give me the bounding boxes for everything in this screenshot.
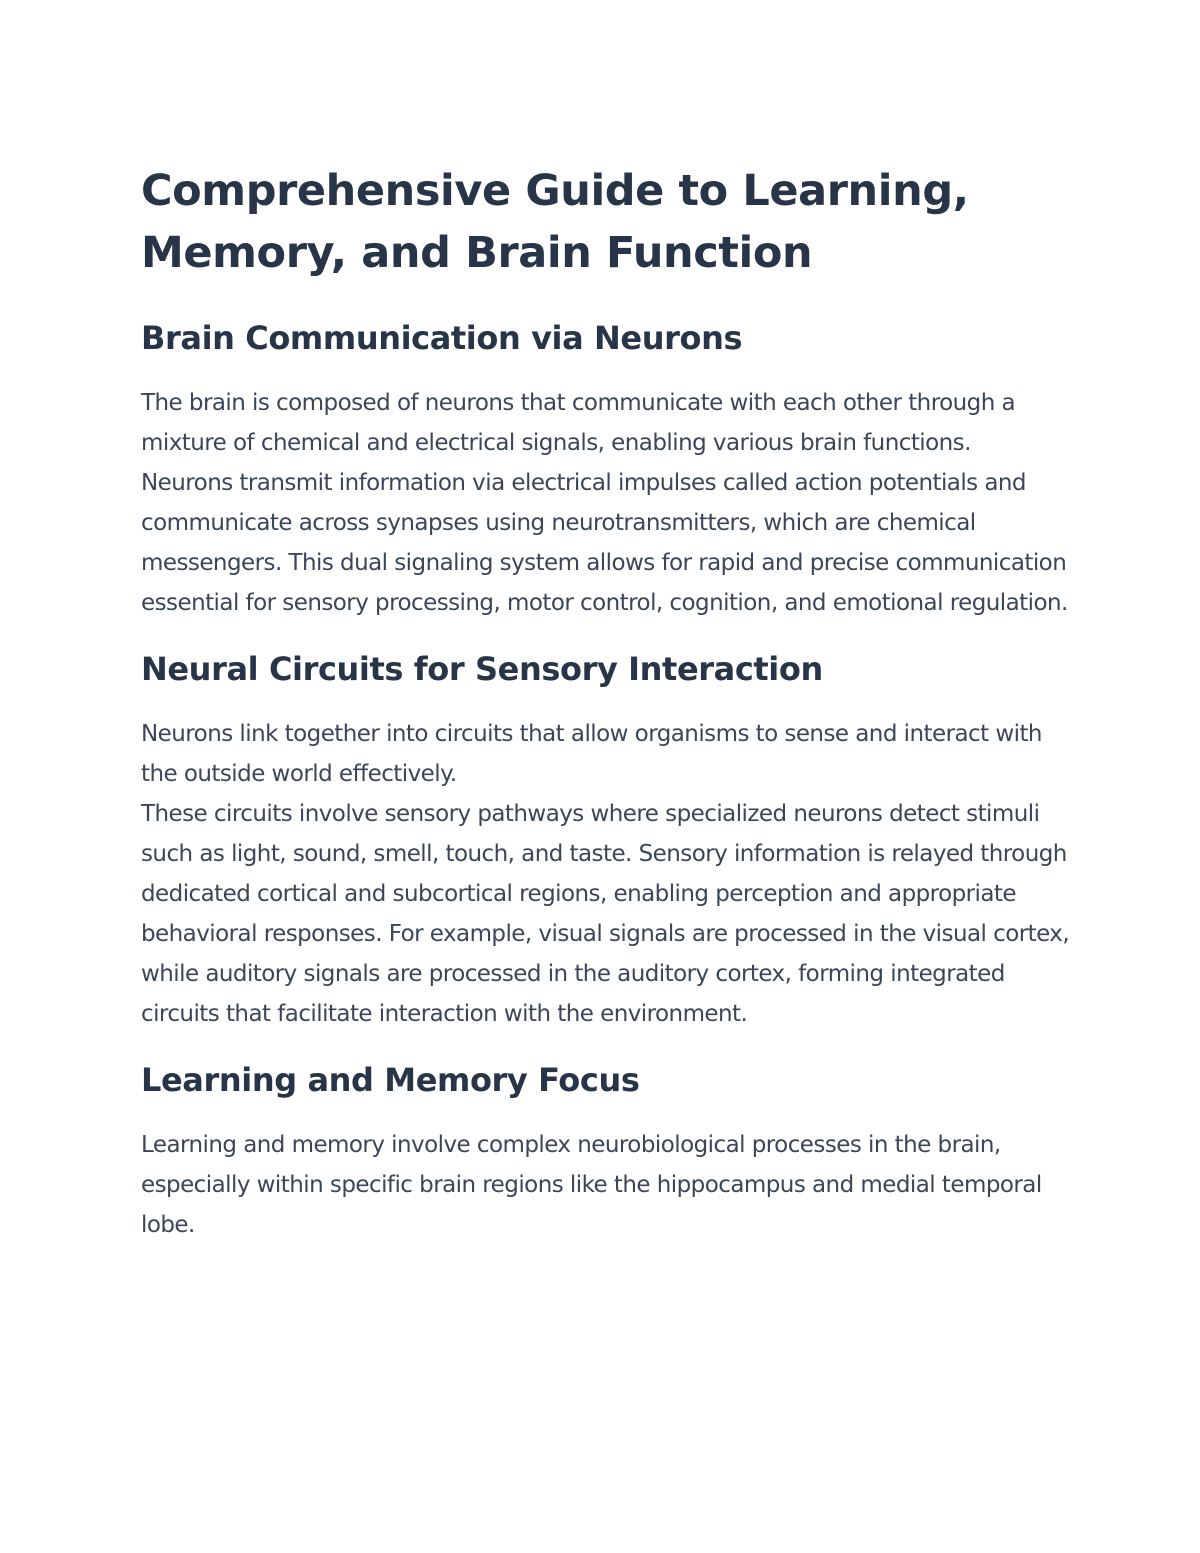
paragraph-brain-communication-detail: Neurons transmit information via electrical impulses called action potentials and communicate across synapses using neurotransmitters, which are chemical messengers. This dual signaling system allows for rapid and precise communication essential for sensory processing, motor control, cognition, and emotional regulation. — [141, 470, 1068, 616]
paragraph-neural-circuits-intro: Neurons link together into circuits that allow organisms to sense and interact with the outside world effectively. — [141, 721, 1042, 787]
section-heading-neural-circuits: Neural Circuits for Sensory Interaction — [141, 650, 823, 688]
section-heading-learning-memory: Learning and Memory Focus — [141, 1061, 640, 1099]
paragraph-learning-memory-intro: Learning and memory involve complex neurobiological processes in the brain, especially within specific brain regions like the hippocampus and medial temporal lobe. — [141, 1132, 1042, 1238]
paragraph-neural-circuits-detail: These circuits involve sensory pathways where specialized neurons detect stimuli such as light, sound, smell, touch, and taste. Sensory information is relayed through dedicated cortical and subcortical regions, enabling perception and appropriate behavioral responses. For example, visual signals are processed in the visual cortex, while auditory signals are processed in the auditory cortex, forming integrated circuits that facilitate interaction with the environment. — [141, 801, 1070, 1027]
document-title: Comprehensive Guide to Learning, Memory, and Brain Function — [141, 166, 969, 278]
paragraph-brain-communication-intro: The brain is composed of neurons that communicate with each other through a mixture of chemical and electrical signals, enabling various brain functions. — [141, 390, 1016, 456]
document-page — [141, 160, 1071, 1245]
section-heading-brain-communication: Brain Communication via Neurons — [141, 319, 743, 357]
